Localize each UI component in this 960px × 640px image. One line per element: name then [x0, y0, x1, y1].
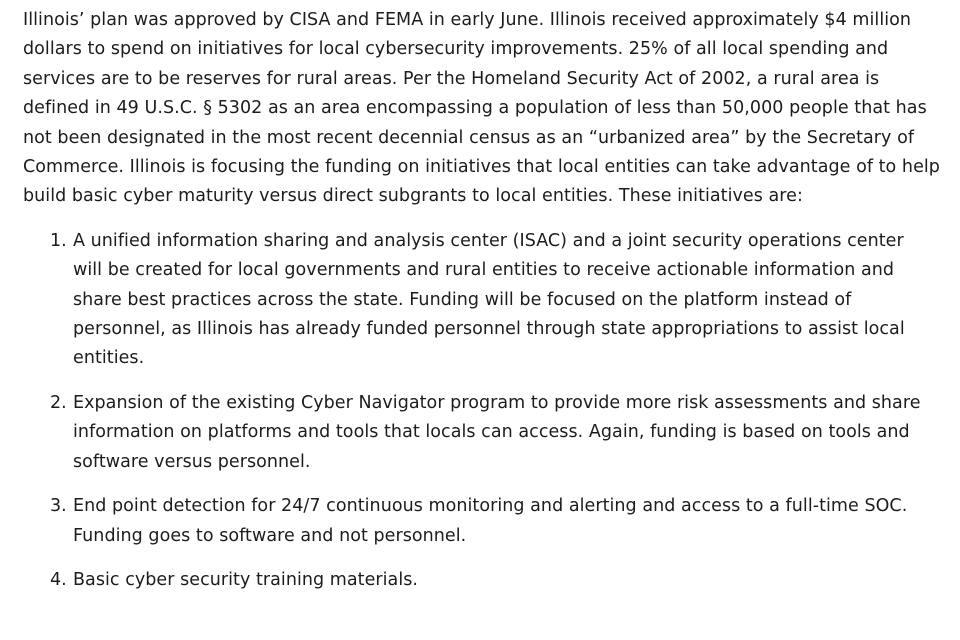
initiative-number: 4.: [50, 569, 67, 590]
initiative-item-3: [23, 492, 923, 551]
initiative-item-2: [23, 389, 923, 477]
initiative-number: 1.: [50, 230, 67, 251]
initiative-text: End point detection for 24/7 continuous monitoring and alerting and access to a full-time SOC. Funding goes to software and not personnel.: [73, 496, 908, 546]
intro-paragraph: Illinois’ plan was approved by CISA and FEMA in early June. Illinois received approximately $4 million dollars to spend on initiatives for local cybersecurity improvements. 25% of all local spending and services are to be reserves for rural areas. Per the Homeland Security Act of 2002, a rural area is defined in 49 U.S.C. § 5302 as an area encompassing a population of less than 50,000 people that has not been designated in the most recent decennial census as an “urbanized area” by the Secretary of Commerce. Illinois is focusing the funding on initiatives that local entities can take advantage of to help build basic cyber maturity versus direct subgrants to local entities. These initiatives are:: [23, 10, 940, 207]
initiative-text: Basic cyber security training materials.: [73, 569, 419, 590]
initiatives-list: [23, 227, 943, 595]
initiative-item-4: [23, 566, 923, 595]
initiative-item-1: [23, 227, 923, 374]
initiative-number: 3.: [50, 496, 67, 517]
initiative-number: 2.: [50, 392, 67, 413]
initiative-text: Expansion of the existing Cyber Navigator program to provide more risk assessments and share information on platforms and tools that locals can access. Again, funding is based on tools and software versus personnel.: [73, 392, 921, 472]
initiative-text: A unified information sharing and analysis center (ISAC) and a joint security operations center will be created for local governments and rural entities to receive actionable information and share best practices across the state. Funding will be focused on the platform instead of personnel, as Illinois has already funded personnel through state appropriations to assist local entities.: [73, 230, 905, 369]
document-body: [23, 6, 943, 610]
